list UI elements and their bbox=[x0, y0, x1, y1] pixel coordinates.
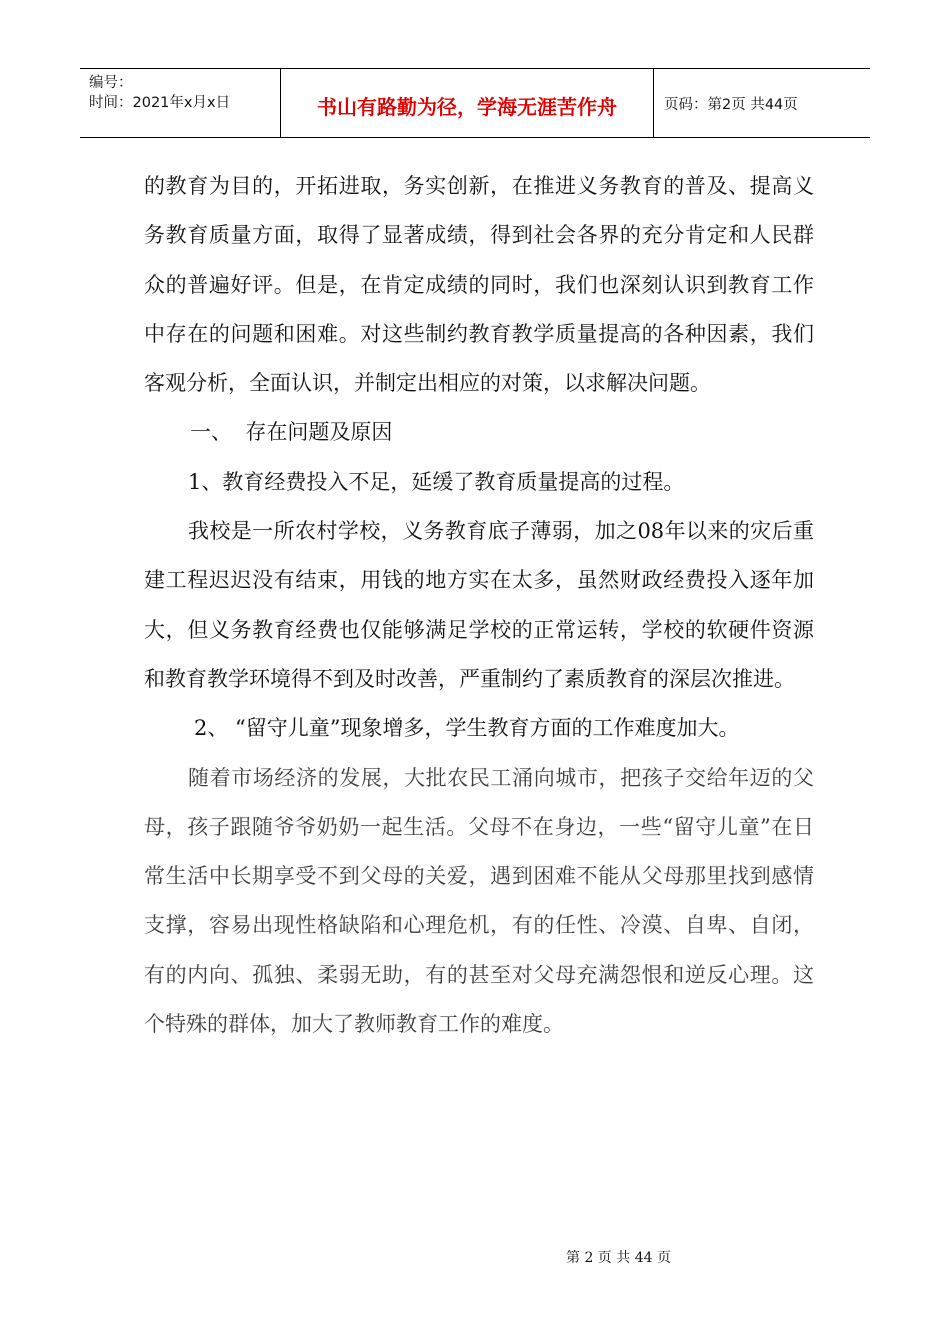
paragraph-continued: 的教育为目的，开拓进取，务实创新，在推进义务教育的普及、提高义务教育质量方面，取得了显著成绩，得到社会各界的充分肯定和人民群众的普遍好评。但是，在肯定成绩的同时，我们也深刻认识到教育工作中存在的问题和困难。对这些制约教育教学质量提高的各种因素，我们客观分析，全面认识，并制定出相应的对策，以求解决问题。 bbox=[144, 174, 814, 396]
paragraph-left-behind-children: 随着市场经济的发展，大批农民工涌向城市，把孩子交给年迈的父母，孩子跟随爷爷奶奶一起生活。父母不在身边，一些“留守儿童”在日常生活中长期享受不到父母的关爱，遇到困难不能从父母那里找到感情支撑，容易出现性格缺陷和心理危机，有的任性、冷漠、自卑、自闭，有的内向、孤独、柔弱无助，有的甚至对父母充满怨恨和逆反心理。这个特殊的群体，加大了教师教育工作的难度。 bbox=[144, 765, 814, 1037]
header-page-info: 页码：第2页 共44页 bbox=[664, 96, 798, 113]
subsection-heading-2: 2、 “留守儿童”现象增多，学生教育方面的工作难度加大。 bbox=[194, 716, 740, 741]
document-number-label: 编号： bbox=[89, 75, 133, 91]
document-body bbox=[144, 162, 814, 1049]
document-date: 时间：2021年x月x日 bbox=[89, 95, 231, 111]
header-meta bbox=[80, 69, 281, 137]
header-motto: 书山有路勤为径，学海无涯苦作舟 bbox=[281, 69, 654, 137]
paragraph-funding: 我校是一所农村学校，义务教育底子薄弱，加之08年以来的灾后重建工程迟迟没有结束，用钱的地方实在太多，虽然财政经费投入逐年加大，但义务教育经费也仅能够满足学校的正常运转，学校的软硬件资源和教育教学环境得不到及时改善，严重制约了素质教育的深层次推进。 bbox=[144, 519, 814, 691]
section-heading: 一、 存在问题及原因 bbox=[190, 420, 393, 445]
page-header bbox=[80, 68, 870, 138]
subsection-heading-1: 1、教育经费投入不足，延缓了教育质量提高的过程。 bbox=[188, 469, 685, 494]
footer-page-number: 第 2 页 共 44 页 bbox=[566, 1250, 671, 1266]
